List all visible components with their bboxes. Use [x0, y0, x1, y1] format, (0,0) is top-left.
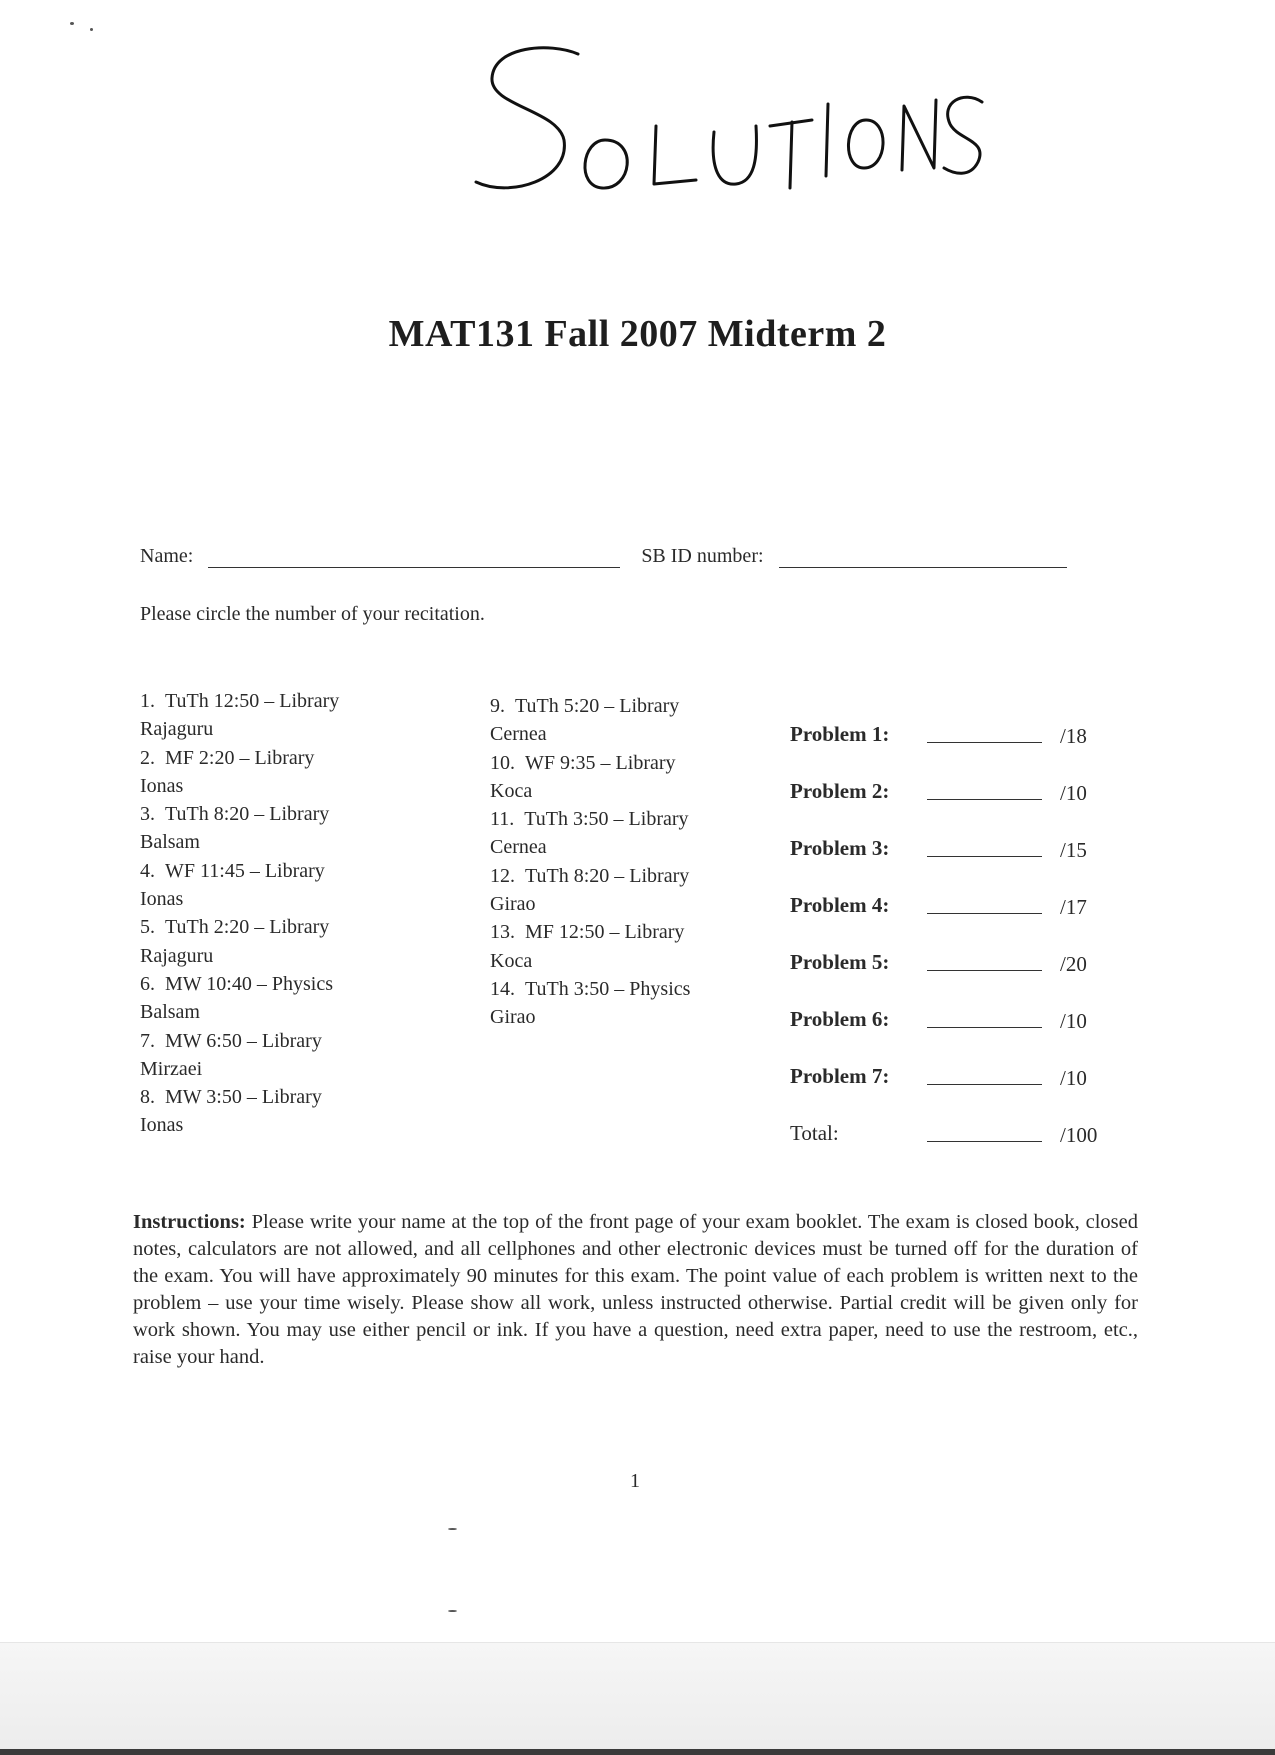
- score-row: [790, 836, 1110, 893]
- recitation-time: TuTh 12:50 – Library: [165, 690, 340, 712]
- recitation-time: TuTh 3:50 – Library: [524, 808, 689, 831]
- score-row: [790, 950, 1110, 1007]
- score-row: [790, 893, 1110, 950]
- sbid-field[interactable]: [779, 549, 1067, 568]
- recitation-instructor: Ionas: [140, 1114, 184, 1137]
- recitation-instructor: Koca: [490, 779, 533, 802]
- scan-background-strip: [0, 1642, 1275, 1755]
- recitation-prompt: Please circle the number of your recitation.: [140, 603, 485, 625]
- recitation-option[interactable]: [140, 1027, 339, 1055]
- recitation-time: MF 2:20 – Library: [165, 746, 315, 769]
- score-row: [790, 779, 1110, 836]
- recitation-instructor: Koca: [490, 949, 533, 972]
- recitation-option[interactable]: [140, 1083, 339, 1111]
- score-blank[interactable]: [927, 1027, 1042, 1028]
- instructions-text: Please write your name at the top of the front page of your exam booklet. The exam is closed book, closed notes, calculators are not allowed, and all cellphones and other electronic devices must be turned off for the duration of the exam. You will have approximately 90 minutes for this exam. The point value of each problem is written next to the problem – use your time wisely. Please show all work, unless instructed otherwise. Partial credit will be given only for work shown. You may use either pencil or ink. If you have a question, need extra paper, need to use the restroom, etc., raise your hand.: [133, 1211, 1138, 1368]
- recitation-time: WF 11:45 – Library: [165, 859, 325, 882]
- score-row: [790, 722, 1110, 779]
- recitation-instructor: Cernea: [490, 723, 547, 746]
- score-label: Problem 6:: [790, 1007, 890, 1031]
- recitation-number: 1.: [140, 690, 155, 712]
- score-row: [790, 1064, 1110, 1121]
- scan-speck: [70, 22, 74, 25]
- recitation-number: 14.: [490, 977, 515, 1000]
- score-label: Problem 2:: [790, 779, 890, 803]
- recitation-instructor: Rajaguru: [140, 718, 214, 741]
- recitation-time: MF 12:50 – Library: [525, 921, 685, 944]
- recitation-number: 8.: [140, 1086, 155, 1109]
- handwritten-solutions-heading: [470, 40, 1010, 210]
- score-max: /100: [1060, 1123, 1098, 1147]
- score-max: /10: [1060, 781, 1087, 805]
- score-row: [790, 1121, 1110, 1178]
- scan-speck: [90, 28, 93, 31]
- recitation-instructor: Balsam: [140, 831, 200, 854]
- instructions-label: Instructions:: [133, 1211, 246, 1233]
- instructions-paragraph: [133, 1209, 1138, 1371]
- recitation-number: 12.: [490, 864, 515, 887]
- recitation-instructor: Girao: [490, 893, 536, 916]
- recitation-option[interactable]: [490, 862, 690, 890]
- recitation-option[interactable]: [140, 687, 339, 715]
- recitation-instructor: Ionas: [140, 888, 184, 911]
- score-max: /17: [1060, 895, 1087, 919]
- score-blank[interactable]: [927, 970, 1042, 971]
- name-sbid-row: [140, 545, 1067, 568]
- scan-speck: [448, 1610, 457, 1612]
- score-max: /18: [1060, 724, 1087, 748]
- recitation-time: MW 3:50 – Library: [165, 1086, 322, 1109]
- exam-title: MAT131 Fall 2007 Midterm 2: [388, 313, 887, 355]
- name-label: Name:: [140, 545, 194, 567]
- recitation-time: TuTh 3:50 – Physics: [525, 977, 691, 1000]
- score-blank[interactable]: [927, 742, 1042, 743]
- recitation-time: TuTh 5:20 – Library: [515, 695, 680, 717]
- score-row: [790, 1007, 1110, 1064]
- recitation-number: 3.: [140, 803, 155, 826]
- recitation-option[interactable]: [490, 918, 690, 946]
- recitation-option[interactable]: [140, 857, 339, 885]
- recitation-option[interactable]: [140, 913, 339, 941]
- recitation-list-col2: [490, 692, 690, 1032]
- recitation-number: 4.: [140, 859, 155, 882]
- recitation-number: 9.: [490, 695, 505, 717]
- recitation-number: 5.: [140, 916, 155, 939]
- sbid-label: SB ID number:: [641, 545, 764, 567]
- scan-edge: [0, 1749, 1275, 1755]
- recitation-time: TuTh 2:20 – Library: [165, 916, 330, 939]
- recitation-instructor: Balsam: [140, 1001, 200, 1024]
- recitation-number: 2.: [140, 746, 155, 769]
- recitation-number: 7.: [140, 1029, 155, 1052]
- recitation-list-col1: [140, 687, 339, 1140]
- score-blank[interactable]: [927, 1084, 1042, 1085]
- score-max: /10: [1060, 1066, 1087, 1090]
- score-label: Problem 5:: [790, 950, 890, 974]
- recitation-time: MW 10:40 – Physics: [165, 972, 333, 995]
- score-label: Problem 3:: [790, 836, 890, 860]
- recitation-option[interactable]: [140, 970, 339, 998]
- score-blank[interactable]: [927, 1141, 1042, 1142]
- recitation-option[interactable]: [490, 805, 690, 833]
- recitation-instructor: Rajaguru: [140, 944, 214, 967]
- recitation-instructor: Ionas: [140, 774, 184, 797]
- score-label: Problem 4:: [790, 893, 890, 917]
- recitation-number: 11.: [490, 808, 515, 831]
- recitation-option[interactable]: [140, 744, 339, 772]
- recitation-option[interactable]: [490, 749, 690, 777]
- score-max: /20: [1060, 952, 1087, 976]
- score-table: [790, 722, 1110, 1178]
- recitation-option[interactable]: [490, 692, 690, 720]
- score-label: Total:: [790, 1121, 839, 1145]
- recitation-time: TuTh 8:20 – Library: [525, 864, 690, 887]
- page-number: 1: [630, 1470, 640, 1492]
- name-field[interactable]: [208, 549, 620, 568]
- recitation-time: WF 9:35 – Library: [525, 751, 676, 774]
- score-label: Problem 1:: [790, 722, 890, 746]
- recitation-instructor: Cernea: [490, 836, 547, 859]
- recitation-instructor: Girao: [490, 1006, 536, 1029]
- scan-speck: [448, 1528, 457, 1530]
- recitation-time: MW 6:50 – Library: [165, 1029, 322, 1052]
- score-label: Problem 7:: [790, 1064, 890, 1088]
- recitation-option[interactable]: [490, 975, 690, 1003]
- score-blank[interactable]: [927, 913, 1042, 914]
- score-blank[interactable]: [927, 799, 1042, 800]
- score-max: /15: [1060, 838, 1087, 862]
- recitation-option[interactable]: [140, 800, 339, 828]
- recitation-number: 6.: [140, 972, 155, 995]
- score-blank[interactable]: [927, 856, 1042, 857]
- recitation-number: 10.: [490, 751, 515, 774]
- recitation-instructor: Mirzaei: [140, 1057, 203, 1080]
- recitation-number: 13.: [490, 921, 515, 944]
- score-max: /10: [1060, 1009, 1087, 1033]
- recitation-time: TuTh 8:20 – Library: [165, 803, 330, 826]
